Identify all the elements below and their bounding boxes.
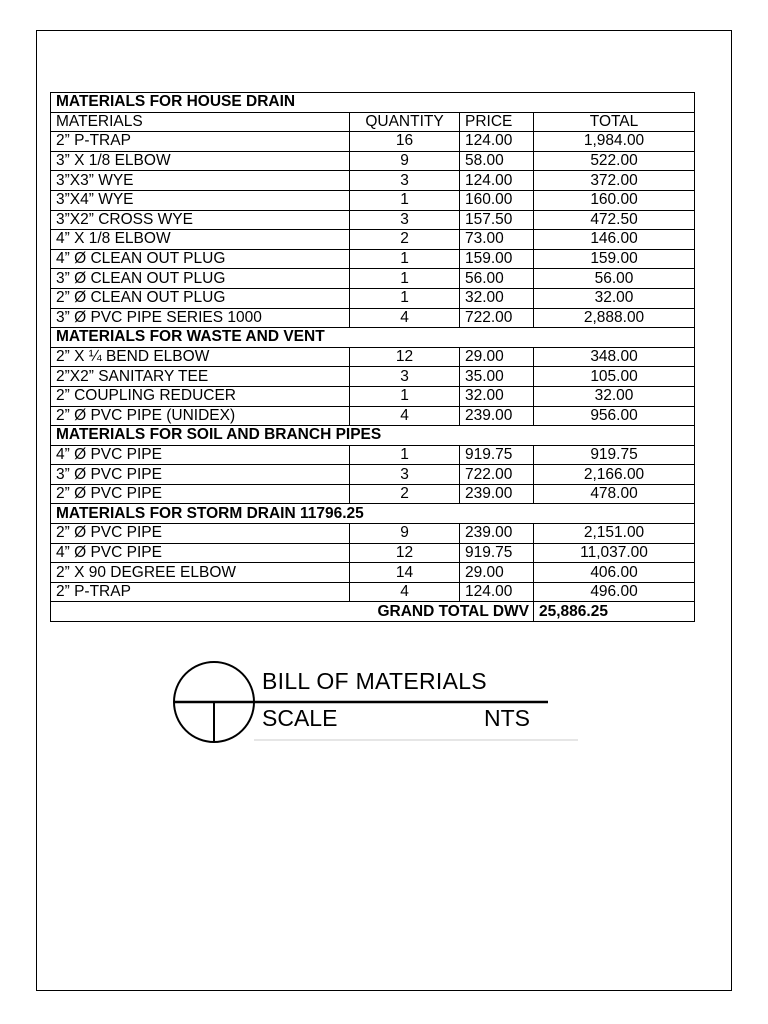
material-cell: 4” Ø PVC PIPE (51, 445, 350, 465)
total-cell: 348.00 (534, 347, 695, 367)
total-cell: 496.00 (534, 582, 695, 602)
table-row (51, 210, 695, 230)
column-header-row (51, 112, 695, 132)
column-header-price: PRICE (460, 112, 534, 132)
material-cell: 2” Ø PVC PIPE (UNIDEX) (51, 406, 350, 426)
total-cell: 105.00 (534, 367, 695, 387)
material-cell: 3” X 1/8 ELBOW (51, 151, 350, 171)
material-cell: 2” COUPLING REDUCER (51, 386, 350, 406)
total-cell: 159.00 (534, 249, 695, 269)
grand-total-row (51, 602, 695, 622)
quantity-cell: 3 (350, 171, 460, 191)
total-cell: 472.50 (534, 210, 695, 230)
table-row (51, 386, 695, 406)
total-cell: 522.00 (534, 151, 695, 171)
quantity-cell: 9 (350, 151, 460, 171)
section-title: MATERIALS FOR WASTE AND VENT (51, 328, 695, 348)
quantity-cell: 12 (350, 543, 460, 563)
material-cell: 4” Ø PVC PIPE (51, 543, 350, 563)
quantity-cell: 1 (350, 269, 460, 289)
column-header-total: TOTAL (534, 112, 695, 132)
section-title: MATERIALS FOR SOIL AND BRANCH PIPES (51, 426, 695, 446)
table-row (51, 582, 695, 602)
price-cell: 73.00 (460, 230, 534, 250)
table-row (51, 171, 695, 191)
quantity-cell: 1 (350, 386, 460, 406)
table-row (51, 151, 695, 171)
table-row (51, 269, 695, 289)
material-cell: 3” Ø PVC PIPE SERIES 1000 (51, 308, 350, 328)
price-cell: 239.00 (460, 406, 534, 426)
price-cell: 239.00 (460, 524, 534, 544)
price-cell: 159.00 (460, 249, 534, 269)
material-cell: 3”X3” WYE (51, 171, 350, 191)
quantity-cell: 1 (350, 445, 460, 465)
material-cell: 2” X ¼ BEND ELBOW (51, 347, 350, 367)
total-cell: 146.00 (534, 230, 695, 250)
quantity-cell: 3 (350, 367, 460, 387)
total-cell: 11,037.00 (534, 543, 695, 563)
column-header-quantity: QUANTITY (350, 112, 460, 132)
section-header-row (51, 426, 695, 446)
quantity-cell: 9 (350, 524, 460, 544)
material-cell: 2” Ø CLEAN OUT PLUG (51, 288, 350, 308)
drawing-title: BILL OF MATERIALS (262, 668, 487, 694)
material-cell: 2”X2” SANITARY TEE (51, 367, 350, 387)
material-cell: 4” Ø CLEAN OUT PLUG (51, 249, 350, 269)
table-row (51, 406, 695, 426)
material-cell: 2” P-TRAP (51, 582, 350, 602)
material-cell: 4” X 1/8 ELBOW (51, 230, 350, 250)
total-cell: 919.75 (534, 445, 695, 465)
material-cell: 3” Ø CLEAN OUT PLUG (51, 269, 350, 289)
material-cell: 3”X4” WYE (51, 190, 350, 210)
total-cell: 2,151.00 (534, 524, 695, 544)
total-cell: 2,166.00 (534, 465, 695, 485)
total-cell: 372.00 (534, 171, 695, 191)
table-row (51, 347, 695, 367)
price-cell: 722.00 (460, 465, 534, 485)
total-cell: 1,984.00 (534, 132, 695, 152)
table-row (51, 445, 695, 465)
price-cell: 32.00 (460, 288, 534, 308)
quantity-cell: 2 (350, 484, 460, 504)
price-cell: 157.50 (460, 210, 534, 230)
table-row (51, 288, 695, 308)
total-cell: 2,888.00 (534, 308, 695, 328)
total-cell: 32.00 (534, 288, 695, 308)
price-cell: 35.00 (460, 367, 534, 387)
price-cell: 239.00 (460, 484, 534, 504)
price-cell: 124.00 (460, 171, 534, 191)
grand-total-value: 25,886.25 (534, 602, 695, 622)
material-cell: 3”X2” CROSS WYE (51, 210, 350, 230)
section-title: MATERIALS FOR HOUSE DRAIN (51, 93, 695, 113)
total-cell: 32.00 (534, 386, 695, 406)
quantity-cell: 3 (350, 210, 460, 230)
table-row (51, 249, 695, 269)
table-row (51, 524, 695, 544)
column-header-materials: MATERIALS (51, 112, 350, 132)
price-cell: 56.00 (460, 269, 534, 289)
quantity-cell: 12 (350, 347, 460, 367)
material-cell: 3” Ø PVC PIPE (51, 465, 350, 485)
price-cell: 919.75 (460, 543, 534, 563)
price-cell: 722.00 (460, 308, 534, 328)
quantity-cell: 1 (350, 249, 460, 269)
total-cell: 406.00 (534, 563, 695, 583)
table-row (51, 543, 695, 563)
quantity-cell: 16 (350, 132, 460, 152)
quantity-cell: 1 (350, 288, 460, 308)
quantity-cell: 1 (350, 190, 460, 210)
table-row (51, 308, 695, 328)
price-cell: 124.00 (460, 582, 534, 602)
total-cell: 56.00 (534, 269, 695, 289)
material-cell: 2” P-TRAP (51, 132, 350, 152)
bill-of-materials-table (50, 92, 695, 622)
grand-total-label: GRAND TOTAL DWV (51, 602, 534, 622)
table-row (51, 190, 695, 210)
quantity-cell: 3 (350, 465, 460, 485)
section-header-row (51, 504, 695, 524)
quantity-cell: 14 (350, 563, 460, 583)
material-cell: 2” X 90 DEGREE ELBOW (51, 563, 350, 583)
scale-value: NTS (484, 705, 530, 731)
price-cell: 160.00 (460, 190, 534, 210)
total-cell: 160.00 (534, 190, 695, 210)
total-cell: 478.00 (534, 484, 695, 504)
total-cell: 956.00 (534, 406, 695, 426)
quantity-cell: 4 (350, 308, 460, 328)
table-row (51, 465, 695, 485)
price-cell: 58.00 (460, 151, 534, 171)
price-cell: 29.00 (460, 563, 534, 583)
section-header-row (51, 93, 695, 113)
section-title: MATERIALS FOR STORM DRAIN 11796.25 (51, 504, 695, 524)
table-row (51, 484, 695, 504)
table-row (51, 367, 695, 387)
table-row (51, 563, 695, 583)
price-cell: 29.00 (460, 347, 534, 367)
price-cell: 32.00 (460, 386, 534, 406)
material-cell: 2” Ø PVC PIPE (51, 524, 350, 544)
quantity-cell: 2 (350, 230, 460, 250)
table-row (51, 230, 695, 250)
section-header-row (51, 328, 695, 348)
material-cell: 2” Ø PVC PIPE (51, 484, 350, 504)
price-cell: 124.00 (460, 132, 534, 152)
quantity-cell: 4 (350, 406, 460, 426)
drawing-title-block (168, 660, 588, 750)
quantity-cell: 4 (350, 582, 460, 602)
price-cell: 919.75 (460, 445, 534, 465)
scale-label: SCALE (262, 705, 338, 731)
table-row (51, 132, 695, 152)
